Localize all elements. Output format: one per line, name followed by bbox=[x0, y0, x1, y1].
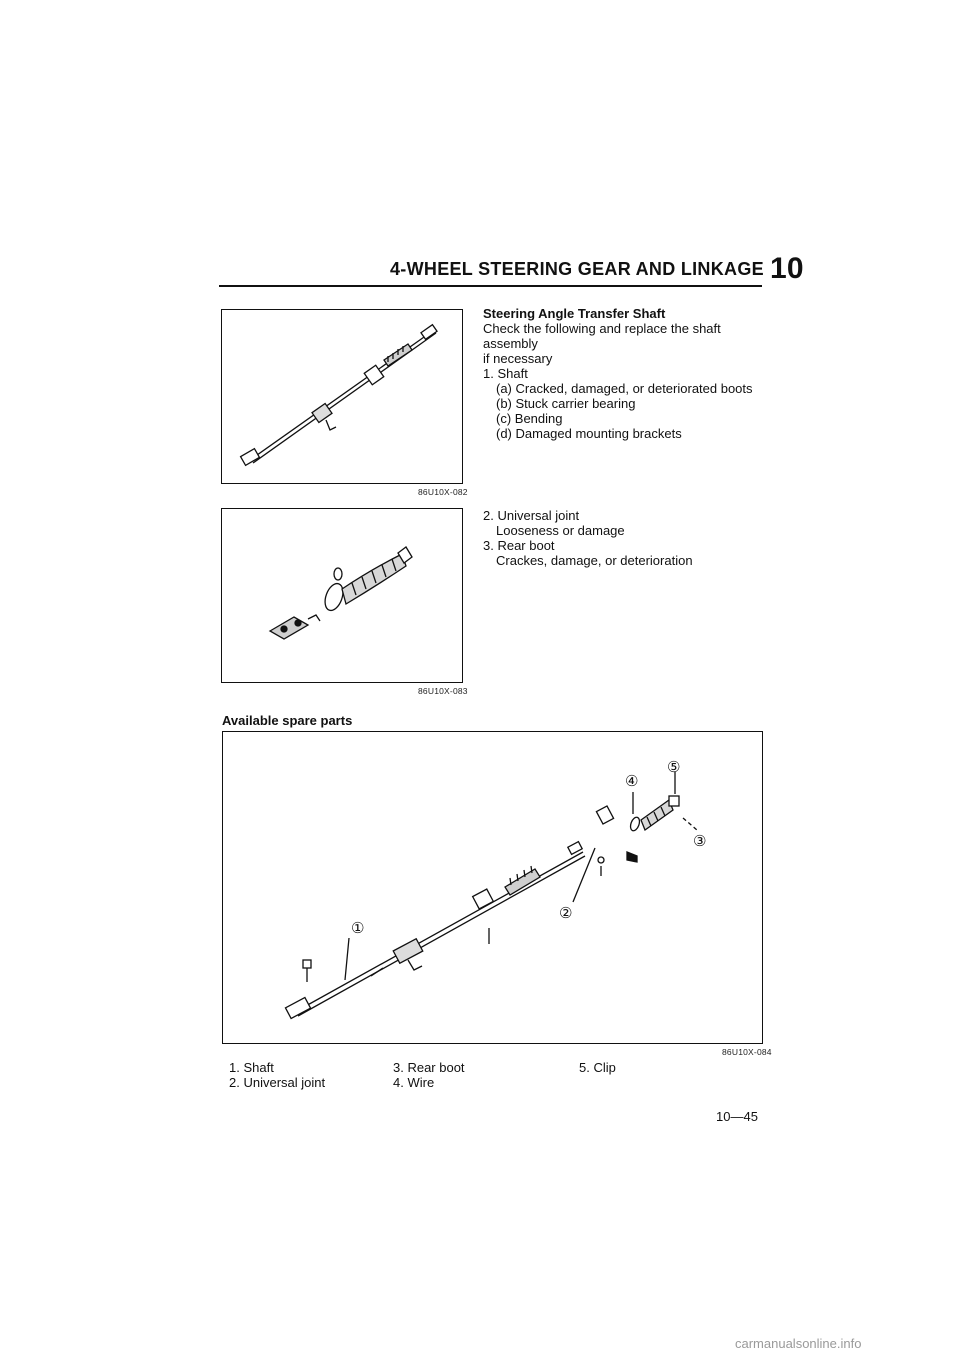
check-item-b: (b) Stuck carrier bearing bbox=[496, 396, 636, 411]
spare-parts-illustration bbox=[223, 732, 761, 1042]
item-shaft-title: 1. Shaft bbox=[483, 366, 528, 381]
figure-joint-boot bbox=[221, 508, 463, 683]
item-boot-title: 3. Rear boot bbox=[483, 538, 555, 553]
shaft-inspection-text bbox=[483, 306, 773, 441]
item-boot-desc: Crackes, damage, or deterioration bbox=[496, 553, 693, 568]
shaft-illustration bbox=[222, 310, 461, 482]
spare-parts-heading: Available spare parts bbox=[222, 713, 353, 728]
intro-line-1: Check the following and replace the shaft assembly bbox=[483, 321, 721, 351]
figure-shaft bbox=[221, 309, 463, 484]
legend-column-2 bbox=[393, 1060, 465, 1090]
legend-item-rear-boot: 3. Rear boot bbox=[393, 1060, 465, 1075]
page-number: 10—45 bbox=[716, 1109, 758, 1124]
figure-spare-parts bbox=[222, 731, 763, 1044]
legend-item-wire: 4. Wire bbox=[393, 1075, 435, 1090]
check-item-d: (d) Damaged mounting brackets bbox=[496, 426, 682, 441]
joint-boot-illustration bbox=[222, 509, 461, 681]
header-rule bbox=[219, 285, 762, 287]
header-title-text: 4-WHEEL STEERING GEAR AND LINKAGE bbox=[390, 259, 764, 279]
section-heading: Steering Angle Transfer Shaft bbox=[483, 306, 666, 321]
check-item-a: (a) Cracked, damaged, or deteriorated boots bbox=[496, 381, 753, 396]
item-joint-desc: Looseness or damage bbox=[496, 523, 625, 538]
callout-4: ④ bbox=[625, 772, 639, 790]
legend-column-3 bbox=[579, 1060, 616, 1075]
joint-boot-inspection-text bbox=[483, 508, 773, 568]
section-number: 10 bbox=[769, 252, 804, 285]
check-item-c: (c) Bending bbox=[496, 411, 563, 426]
callout-1: ① bbox=[351, 919, 365, 937]
callout-2: ② bbox=[559, 904, 573, 922]
callout-3: ③ bbox=[693, 832, 707, 850]
figure-code-083: 86U10X-083 bbox=[418, 686, 468, 696]
figure-code-082: 86U10X-082 bbox=[418, 487, 468, 497]
legend-column-1 bbox=[229, 1060, 325, 1090]
watermark: carmanualsonline.info bbox=[735, 1336, 862, 1351]
legend-item-universal-joint: 2. Universal joint bbox=[229, 1075, 326, 1090]
figure-code-084: 86U10X-084 bbox=[722, 1047, 772, 1057]
legend-item-clip: 5. Clip bbox=[579, 1060, 616, 1075]
legend-item-shaft: 1. Shaft bbox=[229, 1060, 274, 1075]
callout-5: ⑤ bbox=[667, 758, 681, 776]
page-header-title bbox=[390, 252, 804, 286]
intro-line-2: if necessary bbox=[483, 351, 553, 366]
item-joint-title: 2. Universal joint bbox=[483, 508, 580, 523]
